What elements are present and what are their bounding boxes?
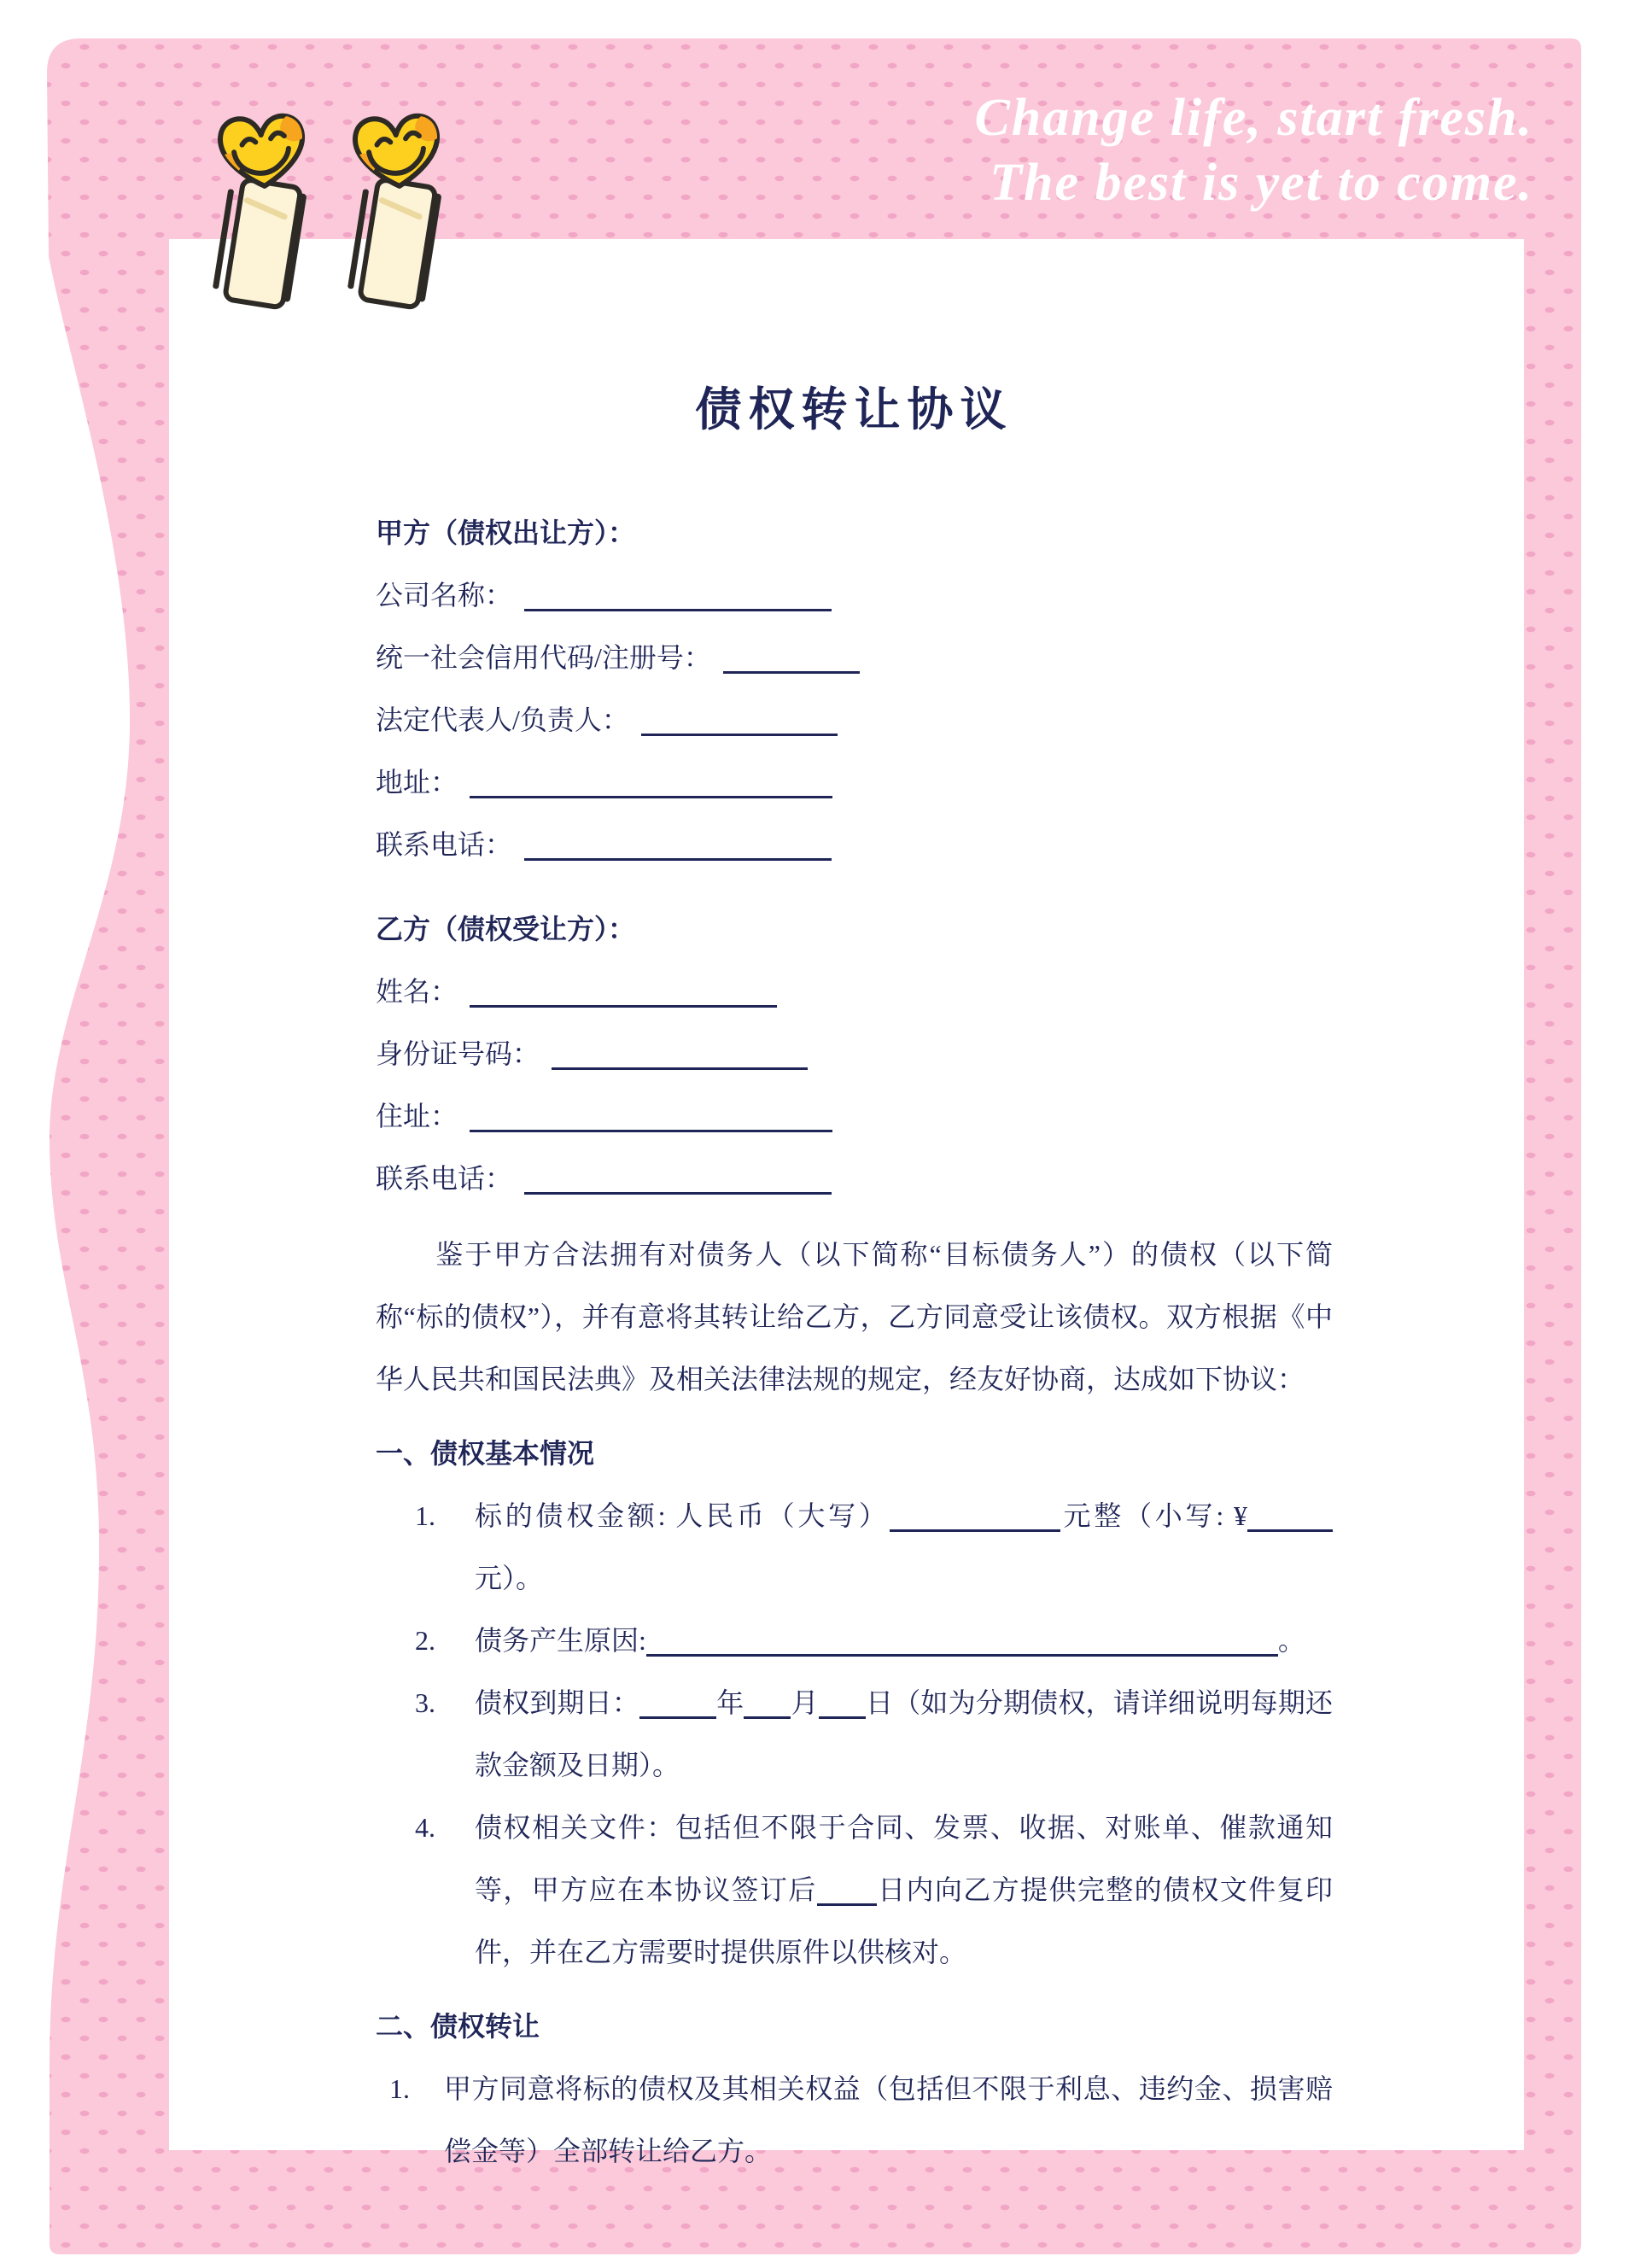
field-label: 姓名： bbox=[376, 976, 458, 1007]
blank-line bbox=[641, 723, 838, 736]
document-page-panel bbox=[169, 239, 1524, 2166]
field-label: 公司名称： bbox=[376, 580, 513, 611]
contract-document bbox=[169, 239, 1524, 2166]
field-label: 联系电话： bbox=[376, 1163, 513, 1194]
blank-line bbox=[552, 1057, 808, 1070]
section-1-items bbox=[376, 1485, 1333, 1984]
blank-line bbox=[646, 1644, 1278, 1657]
blank-line bbox=[470, 995, 777, 1008]
tagline-line-2: The best is yet to come. bbox=[990, 154, 1533, 212]
item-text: 元）。 bbox=[475, 1563, 544, 1593]
party-b-heading: 乙方（债权受让方）： bbox=[376, 914, 636, 944]
blank-line bbox=[524, 599, 832, 611]
field-residence bbox=[376, 1085, 1333, 1148]
item-text: 元整（小写: ¥ bbox=[1060, 1500, 1247, 1531]
list-item-debt-cause bbox=[376, 1610, 1333, 1672]
blank-line bbox=[639, 1706, 716, 1719]
item-text: 债权到期日： bbox=[475, 1687, 640, 1718]
blank-line bbox=[819, 1706, 866, 1719]
item-text: 日内向乙方提供完整的债权文件复印件，并在乙方需要时提供原件以供核对。 bbox=[475, 1874, 1333, 1967]
section-1-heading: 一、债权基本情况 bbox=[376, 1438, 595, 1469]
field-credit-code bbox=[376, 627, 1333, 689]
item-number: 1. bbox=[389, 2073, 410, 2104]
item-number: 4. bbox=[415, 1812, 435, 1843]
item-text: 债权相关文件：包括但不限于合同、发票、收据、对账单、催款通知等，甲方应在本协议签订后 bbox=[475, 1812, 1333, 1905]
section-2-items bbox=[376, 2058, 1333, 2183]
blank-line bbox=[890, 1519, 1060, 1532]
field-label: 住址： bbox=[376, 1101, 458, 1131]
item-text: 甲方同意将标的债权及其相关权益（包括但不限于利息、违约金、损害赔偿金等）全部转让给乙方。 bbox=[444, 2073, 1333, 2166]
field-phone-a bbox=[376, 814, 1333, 876]
item-text: 月 bbox=[791, 1687, 819, 1718]
party-a-block bbox=[376, 502, 1333, 876]
section-2-heading: 二、债权转让 bbox=[376, 2011, 540, 2042]
blank-line bbox=[744, 1706, 791, 1719]
field-label: 统一社会信用代码/注册号： bbox=[376, 642, 711, 673]
list-item-debt-documents bbox=[376, 1797, 1333, 1984]
item-number: 3. bbox=[415, 1687, 435, 1718]
list-item-due-date bbox=[376, 1672, 1333, 1797]
item-number: 1. bbox=[415, 1500, 435, 1531]
heart-smiley-bookmark-icon bbox=[190, 99, 480, 321]
item-text: 年 bbox=[716, 1687, 744, 1718]
field-phone-b bbox=[376, 1148, 1333, 1210]
blank-line bbox=[470, 1119, 832, 1132]
list-item-transfer bbox=[376, 2058, 1333, 2183]
blank-line bbox=[470, 786, 832, 798]
field-address-a bbox=[376, 751, 1333, 814]
item-text: 标的债权金额: 人民币（大写） bbox=[475, 1500, 890, 1531]
tagline-line-1: Change life, start fresh. bbox=[974, 89, 1533, 147]
blank-line bbox=[723, 661, 860, 674]
header-tagline bbox=[974, 85, 1533, 215]
blank-line bbox=[524, 1182, 832, 1195]
document-title: 债权转让协议 bbox=[695, 384, 1013, 435]
item-number: 2. bbox=[415, 1625, 435, 1656]
item-text: 债务产生原因: bbox=[475, 1625, 646, 1656]
field-company-name bbox=[376, 564, 1333, 627]
blank-line bbox=[1247, 1519, 1333, 1532]
item-text: 日（如为分期债权，请详细说明每期还款金额及日期）。 bbox=[475, 1687, 1333, 1780]
blank-line bbox=[817, 1893, 877, 1906]
field-name-b bbox=[376, 961, 1333, 1023]
blank-line bbox=[524, 848, 832, 861]
field-label: 身份证号码： bbox=[376, 1038, 540, 1069]
party-a-heading: 甲方（债权出让方）： bbox=[376, 517, 636, 548]
field-label: 法定代表人/负责人： bbox=[376, 704, 629, 735]
field-id-number bbox=[376, 1023, 1333, 1085]
preamble-paragraph: 鉴于甲方合法拥有对债务人（以下简称“目标债务人”）的债权（以下简称“标的债权”），并有意将其转让给乙方，乙方同意受让该债权。双方根据《中华人民共和国民法典》及相关法律法规的规定，经友好协商，达成如下协议： bbox=[376, 1239, 1333, 1394]
field-label: 联系电话： bbox=[376, 829, 513, 860]
field-legal-representative bbox=[376, 689, 1333, 751]
item-text: 。 bbox=[1277, 1625, 1305, 1656]
field-label: 地址： bbox=[376, 767, 458, 798]
party-b-block bbox=[376, 898, 1333, 1210]
list-item-amount bbox=[376, 1485, 1333, 1610]
